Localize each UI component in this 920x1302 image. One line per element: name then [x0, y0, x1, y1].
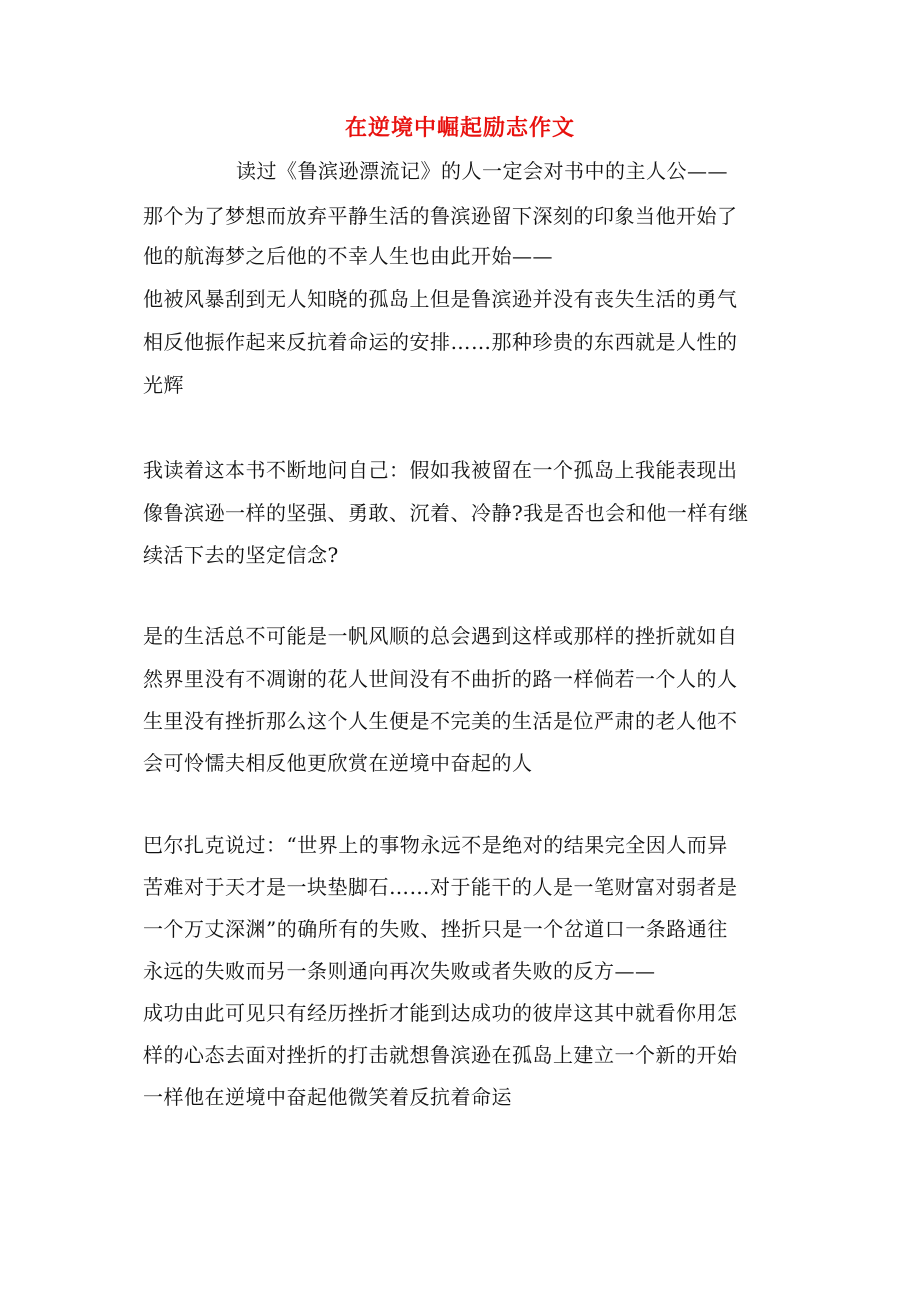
paragraph-3-line-4: 会可怜懦夫相反他更欣赏在逆境中奋起的人 — [143, 751, 533, 775]
paragraph-4-line-2: 苦难对于天才是一块垫脚石……对于能干的人是一笔财富对弱者是 — [143, 875, 738, 899]
paragraph-3-line-3: 生里没有挫折那么这个人生便是不完美的生活是位严肃的老人他不 — [143, 709, 738, 733]
paragraph-4-line-3: 一个万丈深渊”的确所有的失败、挫折只是一个岔道口一条路通往 — [143, 917, 728, 941]
paragraph-4-line-4: 永远的失败而另一条则通向再次失败或者失败的反方—— — [143, 959, 656, 983]
paragraph-4-line-6: 样的心态去面对挫折的打击就想鲁滨逊在孤岛上建立一个新的开始 — [143, 1043, 738, 1067]
paragraph-2-line-1: 我读着这本书不断地问自己：假如我被留在一个孤岛上我能表现出 — [143, 458, 738, 482]
paragraph-1-line-1: 读过《鲁滨逊漂流记》的人一定会对书中的主人公—— — [236, 159, 728, 183]
paragraph-3-line-1: 是的生活总不可能是一帆风顺的总会遇到这样或那样的挫折就如自 — [143, 624, 738, 648]
paragraph-4-line-7: 一样他在逆境中奋起他微笑着反抗着命运 — [143, 1085, 512, 1109]
document-title: 在逆境中崛起励志作文 — [344, 115, 575, 141]
paragraph-1-line-2: 那个为了梦想而放弃平静生活的鲁滨逊留下深刻的印象当他开始了 — [143, 204, 738, 228]
paragraph-2-line-3: 续活下去的坚定信念? — [143, 543, 339, 567]
paragraph-1-line-6: 光辉 — [143, 373, 184, 397]
paragraph-1-line-5: 相反他振作起来反抗着命运的安排……那种珍贵的东西就是人性的 — [143, 330, 738, 354]
paragraph-1-line-4: 他被风暴刮到无人知晓的孤岛上但是鲁滨逊并没有丧失生活的勇气 — [143, 287, 738, 311]
paragraph-1-line-3: 他的航海梦之后他的不幸人生也由此开始—— — [143, 244, 553, 268]
paragraph-2-line-2: 像鲁滨逊一样的坚强、勇敢、沉着、冷静?我是否也会和他一样有继 — [143, 501, 749, 525]
paragraph-3-line-2: 然界里没有不凋谢的花人世间没有不曲折的路一样倘若一个人的人 — [143, 667, 738, 691]
paragraph-4-line-1: 巴尔扎克说过：“世界上的事物永远不是绝对的结果完全因人而异 — [143, 833, 728, 857]
paragraph-4-line-5: 成功由此可见只有经历挫折才能到达成功的彼岸这其中就看你用怎 — [143, 1001, 738, 1025]
